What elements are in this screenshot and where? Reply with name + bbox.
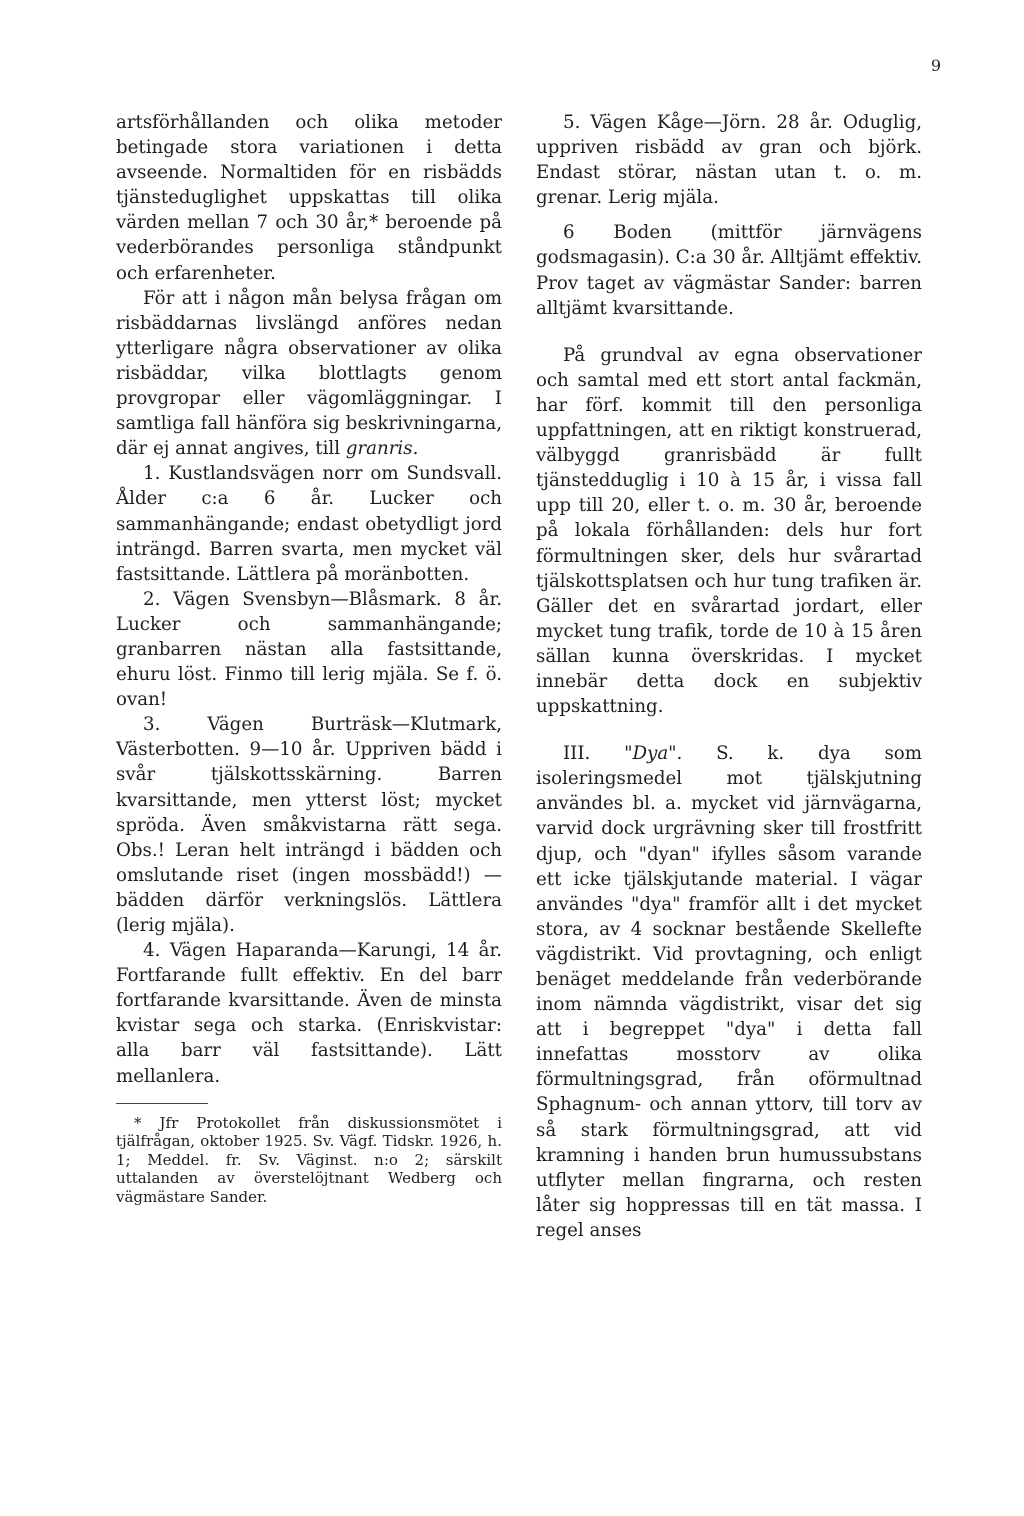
observations-paragraph — [116, 286, 502, 462]
conclusion-paragraph: På grundval av egna observationer och samtal med ett stort antal fackmän, har förf. kommit till den personliga uppfattningen, att en riktigt konstruerad, välbyggd granrisbädd är fullt tjänstedduglig i 10 à 15 år, i vissa fall upp till 20, eller t. o. m. 30 år, beroende på lokala förhållanden: dels hur fort förmultningen sker, dels hur svårartad tjälskottsplatsen och hur tung trafiken är. Gäller det en svårartad jordart, eller mycket tung trafik, torde de 10 à 15 åren sällan kunna överskridas. I mycket innebär detta dock en subjektiv uppskattning. — [536, 344, 922, 718]
observation-item-6: 6 Boden (mittför järnvägens godsmagasin). C:a 30 år. Alltjämt effektiv. Prov taget av vägmästar Sander: barren alltjämt kvarsittande. — [536, 222, 922, 319]
observation-item-3: 3. Vägen Burträsk—Klutmark, Västerbotten. 9—10 år. Uppriven bädd i svår tjälskottsskärning. Barren kvarsittande, men ytterst löst; mycket spröda. Även småkvistarna rätt sega. Obs.! Leran helt inträngd i bädden och omslutande riset (ingen mossbädd!) — bädden därför verkningslös. Lättlera (lerig mjäla). — [116, 714, 502, 936]
observation-item-4: 4. Vägen Haparanda—Karungi, 14 år. Fortfarande fullt effektiv. En del barr fortfarande kvarsittande. Även de minsta kvistar sega och starka. (Enriskvistar: alla barr väl fastsittande). Lätt mellanlera. — [116, 940, 502, 1087]
observation-item-1: 1. Kustlandsvägen norr om Sundsvall. Ålder c:a 6 år. Lucker och sammanhängande; endast obetydligt jord inträngd. Barren svarta, men mycket väl fastsittande. Lättlera på moränbotten. — [116, 463, 502, 585]
page-number: 9 — [930, 56, 941, 75]
section-number: III. — [563, 743, 625, 765]
footnote: * Jfr Protokollet från diskussionsmötet i tjälfrågan, oktober 1925. Sv. Vägf. Tidskr. 1926, h. 1; Meddel. fr. Sv. Väginst. n:o 2; särskilt uttalanden av överstelöjtnant Wedberg och vägmästare Sander. — [116, 1113, 502, 1206]
observation-item-2: 2. Vägen Svensbyn—Blåsmark. 8 år. Lucker och sammanhängande; granbarren nästan alla fastsittande, ehuru löst. Finmo till lerig mjäla. Se f. ö. ovan! — [116, 588, 502, 711]
observations-text: För att i någon mån belysa frågan om risbäddarnas livslängd anföres nedan ytterligare några observationer av olika risbäddar, vilka blottlagts genom provgropar eller vägomläggningar. I samtliga fall hänföra sig beskrivningarna, där ej annat angives, till — [116, 287, 502, 460]
observation-item-5: 5. Vägen Kåge—Jörn. 28 år. Oduglig, uppriven risbädd av gran och björk. Endast störar, nästan utan t. o. m. grenar. Lerig mjäla. — [536, 112, 922, 209]
section-text: S. k. dya som isoleringsmedel mot tjälskjutning användes bl. a. mycket vid järnvägarna, varvid dock urgrävning sker till frostfritt djup, och "dyan" ifylles såsom varande ett icke tjälskjutande material. I vägar användes "dya" framför allt i det mycket stora, av 4 socknar bestående Skellefte vägdistrikt. Vid provtagning, och enligt benäget meddelande från vederbörande inom nämnda vägdistrikt, visar det sig att i begreppet "dya" i detta fall innefattas mosstorv av olika förmultningsgrad, från oförmultnad Sphagnum- och annan yttorv, till torv av så stark förmultningsgrad, att vid kramning i handen brun humussubstans utflyter mellan fingrarna, och resten låter sig hoppressas till en tät massa. I regel anses — [536, 743, 922, 1241]
dya-section-paragraph — [536, 741, 922, 1243]
left-column — [116, 110, 502, 1206]
section-title: "Dya". — [624, 743, 683, 765]
footnote-divider — [116, 1103, 208, 1104]
intro-paragraph: artsförhållanden och olika metoder betingade stora variationen i detta avseende. Normaltiden för en risbädds tjänsteduglighet uppskattas till olika värden mellan 7 och 30 år,* beroende på vederbörandes personliga ståndpunkt och erfarenheter. — [116, 112, 502, 284]
right-column — [536, 110, 922, 1243]
granris-emphasis: granris. — [345, 438, 419, 460]
